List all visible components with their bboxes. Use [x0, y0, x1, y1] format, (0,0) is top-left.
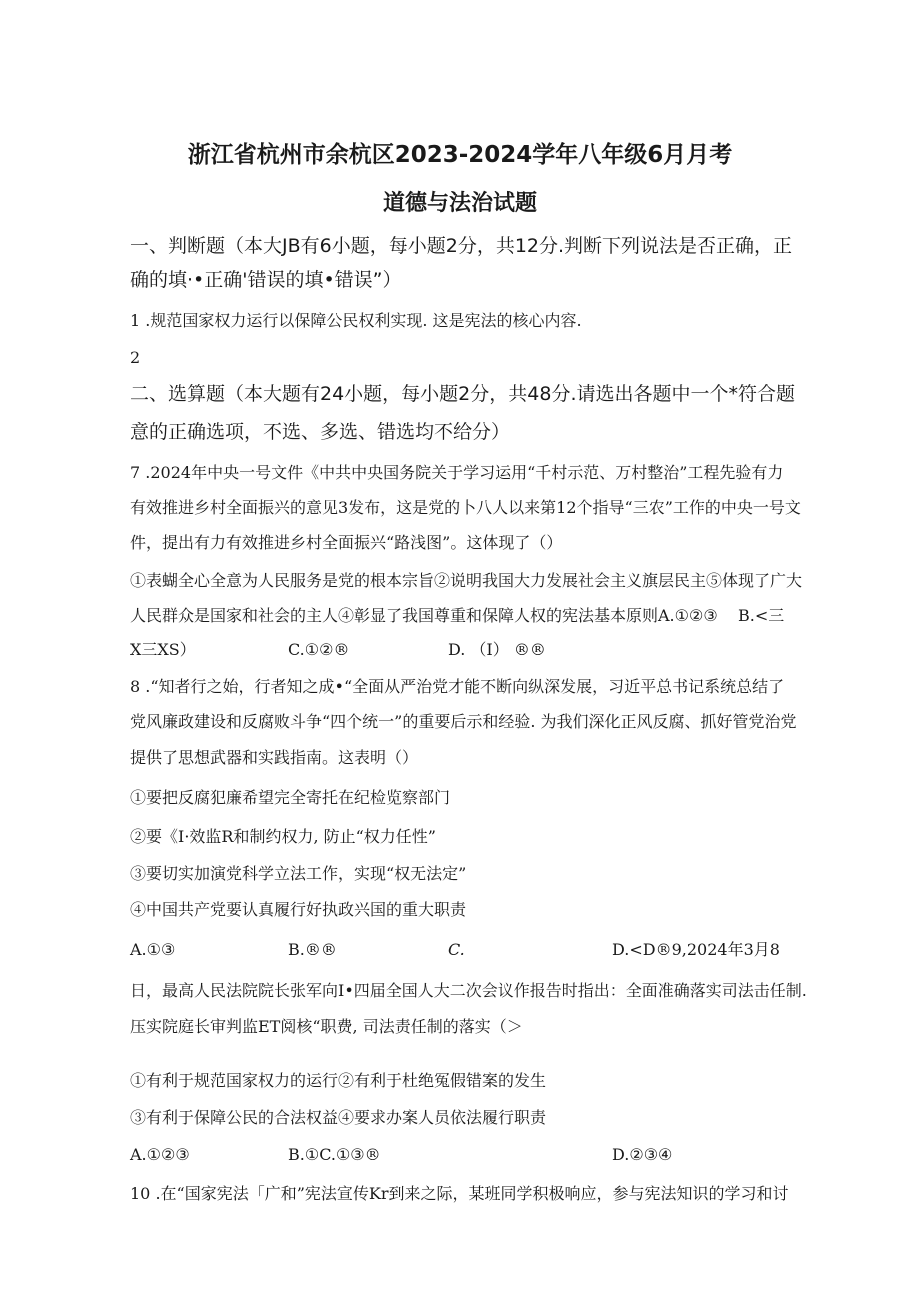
question-7-line4: ①表蝴全心全意为人民服务是党的根本宗旨②说明我国大力发展社会主义旗层民主⑤体现了广大	[130, 571, 803, 590]
section-1-heading-line1: 一、判断题（本大JB有6小题，每小题2分，共12分.判断下列说法是否正确，正	[130, 235, 793, 257]
question-8-option-c: C.	[448, 940, 465, 959]
question-9-option-b: B.①C.①③®	[288, 1145, 381, 1164]
question-8-item4: ④中国共产党要认真履行好执政兴国的重大职责	[130, 900, 467, 919]
section-1-heading-line2: 确的填·•正确'错误的填•错误”）	[130, 269, 402, 291]
question-7-option-d: D. （I） ®®	[448, 640, 546, 659]
question-9-item1: ①有利于规范国家权力的运行②有利于杜绝冤假错案的发生	[130, 1071, 547, 1090]
question-8-line2: 党风廉政建设和反腐败斗争“四个统一”的重要后示和经验. 为我们深化正风反腐、抓好管党治党	[130, 712, 797, 731]
question-8-item2: ②要《I·效监R和制约权力, 防止“权力任性”	[130, 827, 436, 846]
question-9-line1: 日，最高人民法院院长张军向I•四届全国人大二次会议作报告时指出：全面准确落实司法击任制.	[130, 981, 807, 1000]
question-7-option-c: C.①②®	[288, 640, 350, 659]
question-7-line5: 人民群众是国家和社会的主人④彰显了我国尊重和保障人权的宪法基本原则A.①②③	[130, 606, 718, 625]
question-7-option-b-tail: X三XS）	[130, 640, 196, 659]
question-8-option-d: D.<D®9,2024年3月8	[612, 940, 780, 959]
question-8-option-b: B.®®	[288, 940, 337, 959]
question-7-option-b-head: B.<三	[738, 606, 785, 625]
question-1: 1 .规范国家权力运行以保障公民权利实现. 这是宪法的核心内容.	[130, 311, 582, 330]
question-9-option-d: D.②③④	[612, 1145, 673, 1164]
question-7-line3: 件，提出有力有效推进乡村全面振兴“路浅图”。这体现了（）	[130, 533, 563, 552]
question-8-item3: ③要切实加演党科学立法工作，实现“权无法定”	[130, 864, 467, 883]
question-8-item1: ①要把反腐犯廉希望完全寄托在纪检览察部门	[130, 788, 451, 807]
question-7-line2: 有效推进乡村全面振兴的意见3发布，这是党的卜八人以来第12个指导“三农”工作的中央一号文	[130, 498, 801, 517]
question-8-option-a: A.①③	[130, 940, 176, 959]
page-subtitle: 道德与法治试题	[382, 191, 537, 216]
question-8-line1: 8 .“知者行之始，行者知之成•“全面从严治党才能不断向纵深发展，习近平总书记系统总结了	[130, 677, 785, 696]
page-title: 浙江省杭州市余杭区2023-2024学年八年级6月月考	[187, 142, 733, 168]
question-9-line2: 压实院庭长审判监ET阅核“职费, 司法责任制的落实（＞	[130, 1017, 523, 1036]
section-2-heading-line1: 二、选算题（本大题有24小题，每小题2分，共48分.请选出各题中一个*符合题	[130, 383, 795, 405]
question-8-line3: 提供了思想武器和实践指南。这表明（）	[130, 748, 419, 767]
question-7-line1: 7 .2024年中央一号文件《中共中央国务院关于学习运用“千村示范、万村整治”工程先验有力	[130, 463, 784, 482]
question-10-line1: 10 .在“国家宪法「广和”宪法宣传Kr到来之际，某班同学积极响应，参与宪法知识的学习和讨	[130, 1184, 789, 1203]
question-9-option-a: A.①②③	[130, 1145, 190, 1164]
section-2-heading-line2: 意的正确选项，不选、多选、错选均不给分）	[130, 421, 511, 443]
question-2: 2	[130, 348, 141, 367]
question-9-item2: ③有利于保障公民的合法权益④要求办案人员依法履行职责	[130, 1108, 547, 1127]
